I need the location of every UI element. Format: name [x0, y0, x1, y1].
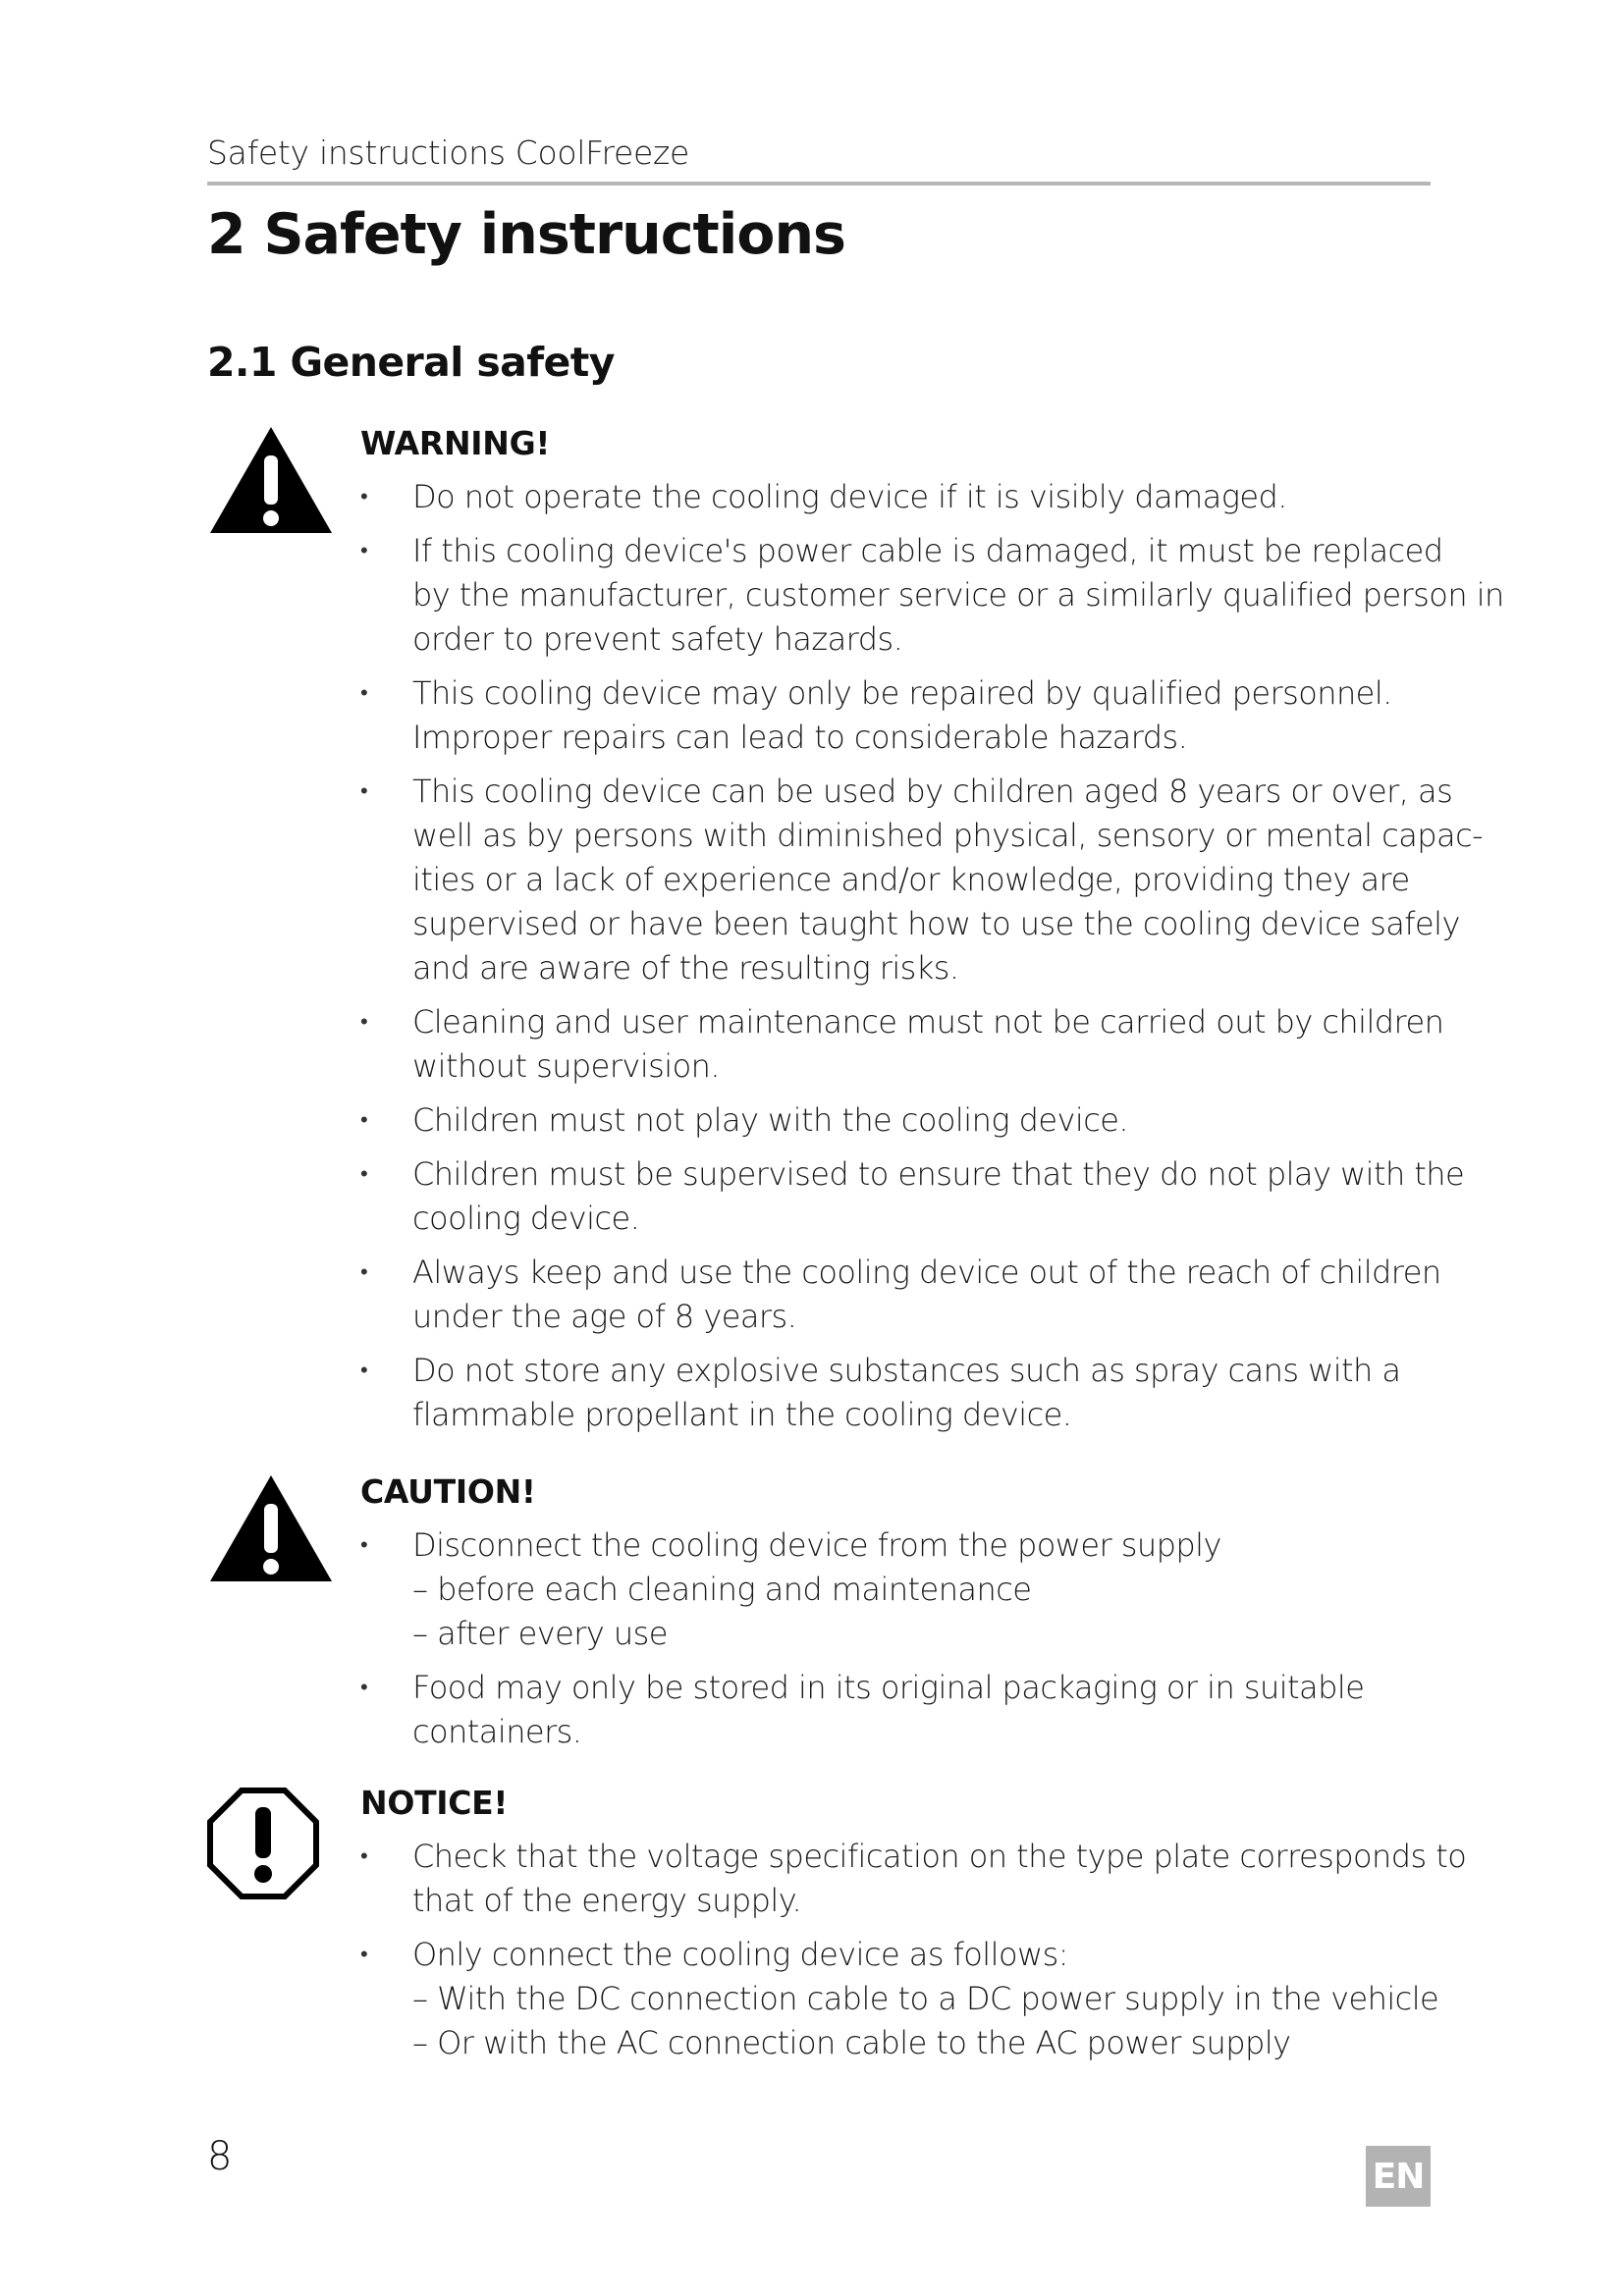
language-badge: EN	[1366, 2146, 1431, 2207]
list-item-text: and are aware of the resulting risks.	[412, 949, 959, 987]
warning-triangle-icon	[207, 424, 335, 541]
chapter-title: 2 Safety instructions	[207, 202, 845, 267]
list-item-text: Disconnect the cooling device from the power supply	[412, 1526, 1221, 1564]
bullet-icon: •	[360, 1676, 368, 1700]
list-item	[360, 671, 1440, 760]
list-item-text: Always keep and use the cooling device out of the reach of children	[412, 1254, 1441, 1291]
list-item	[360, 1933, 1440, 2065]
caution-list	[360, 1523, 1440, 1764]
list-item-text: that of the energy supply.	[412, 1882, 802, 1919]
bullet-icon: •	[360, 485, 368, 509]
list-item-text: Check that the voltage specification on the type plate corresponds to	[412, 1838, 1467, 1875]
list-item-text: by the manufacturer, customer service or a similarly qualified person in	[412, 576, 1504, 614]
list-item-text: This cooling device may only be repaired by qualified personnel.	[412, 674, 1392, 712]
bullet-icon: •	[360, 539, 368, 563]
running-header: Safety instructions CoolFreeze	[207, 133, 690, 172]
list-item	[360, 1098, 1440, 1143]
bullet-icon: •	[360, 1533, 368, 1558]
caution-triangle-icon	[207, 1472, 335, 1589]
list-item	[360, 1152, 1465, 1241]
list-item-text: under the age of 8 years.	[412, 1298, 797, 1335]
list-item	[360, 1666, 1440, 1754]
bullet-icon: •	[360, 1010, 368, 1035]
list-item-text: This cooling device can be used by children aged 8 years or over, as	[412, 773, 1453, 810]
bullet-icon: •	[360, 681, 368, 706]
list-item	[360, 529, 1504, 662]
list-item-text: – after every use	[412, 1615, 668, 1652]
list-item	[360, 1251, 1440, 1339]
bullet-icon: •	[360, 1359, 368, 1383]
list-item-text: – Or with the AC connection cable to the AC power supply	[412, 2024, 1291, 2061]
bullet-icon: •	[360, 1108, 368, 1133]
bullet-icon: •	[360, 1260, 368, 1285]
list-item-text: Do not operate the cooling device if it is visibly damaged.	[412, 478, 1287, 515]
list-item-text: containers.	[412, 1713, 582, 1750]
header-rule	[207, 182, 1431, 186]
list-item-text: without supervision.	[412, 1047, 721, 1085]
list-item	[360, 1000, 1444, 1089]
notice-label: NOTICE!	[360, 1784, 509, 1822]
list-item	[360, 1349, 1440, 1437]
list-item-text: cooling device.	[412, 1200, 640, 1237]
list-item-text: flammable propellant in the cooling device.	[412, 1396, 1072, 1433]
bullet-icon: •	[360, 1162, 368, 1187]
list-item	[360, 1835, 1467, 1923]
list-item-text: well as by persons with diminished physical, sensory or mental capac-	[412, 817, 1484, 854]
list-item-text: Improper repairs can lead to considerable hazards.	[412, 719, 1188, 756]
list-item-text: – before each cleaning and maintenance	[412, 1571, 1032, 1608]
section-title: 2.1 General safety	[207, 339, 615, 386]
list-item-text: Do not store any explosive substances such as spray cans with a	[412, 1352, 1401, 1389]
list-item-text: If this cooling device's power cable is damaged, it must be replaced	[412, 532, 1443, 569]
caution-label: CAUTION!	[360, 1472, 536, 1511]
page-number: 8	[207, 2134, 233, 2179]
list-item	[360, 475, 1440, 519]
list-item-text: Only connect the cooling device as follows:	[412, 1936, 1068, 1973]
list-item-text: ities or a lack of experience and/or knowledge, providing they are	[412, 861, 1410, 898]
notice-list	[360, 1835, 1467, 2075]
notice-octagon-icon	[207, 1788, 319, 1903]
warning-list	[360, 475, 1504, 1447]
list-item	[360, 1523, 1440, 1656]
warning-label: WARNING!	[360, 424, 551, 462]
bullet-icon: •	[360, 779, 368, 804]
list-item-text: Food may only be stored in its original packaging or in suitable	[412, 1669, 1365, 1706]
bullet-icon: •	[360, 1844, 368, 1869]
list-item-text: order to prevent safety hazards.	[412, 620, 903, 658]
list-item	[360, 770, 1484, 990]
list-item-text: – With the DC connection cable to a DC power supply in the vehicle	[412, 1980, 1439, 2017]
list-item-text: Children must not play with the cooling device.	[412, 1101, 1129, 1139]
list-item-text: supervised or have been taught how to use the cooling device safely	[412, 905, 1460, 942]
list-item-text: Cleaning and user maintenance must not be carried out by children	[412, 1003, 1444, 1041]
list-item-text: Children must be supervised to ensure that they do not play with the	[412, 1155, 1465, 1193]
bullet-icon: •	[360, 1943, 368, 1967]
